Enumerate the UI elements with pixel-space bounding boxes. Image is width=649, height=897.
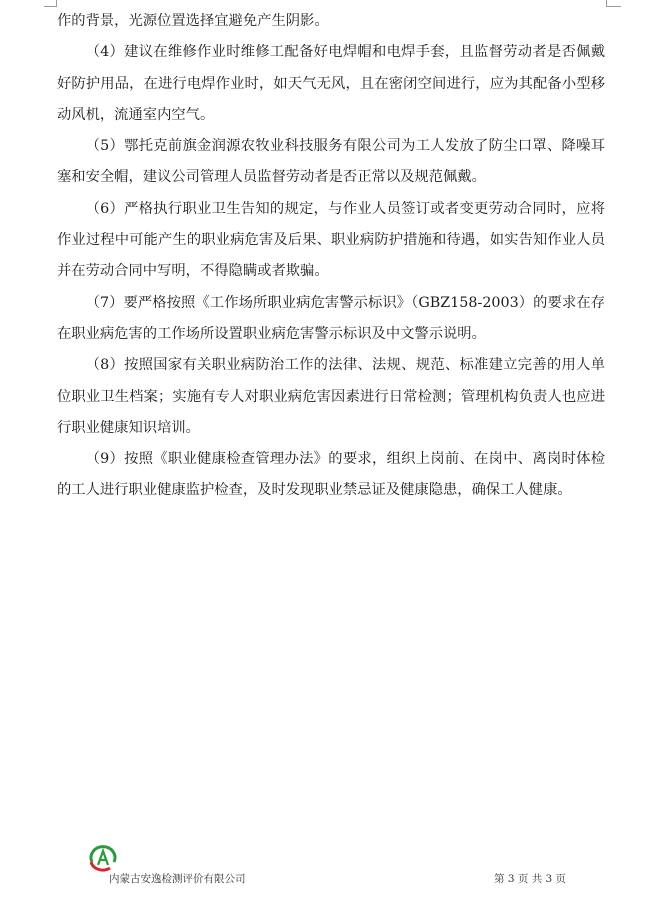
corner-crop-mark-right xyxy=(606,0,621,7)
paragraph-item-4: （4）建议在维修作业时维修工配备好电焊帽和电焊手套，且监督劳动者是否佩戴好防护用品，在进行电焊作业时，如天气无风，且在密闭空间进行，应为其配备小型移动风机，流通室内空气。 xyxy=(57,44,605,123)
paragraph-item-6: （6）严格执行职业卫生告知的规定，与作业人员签订或者变更劳动合同时，应将作业过程中可能产生的职业病危害及后果、职业病防护措施和待遇，如实告知作业人员并在劳动合同中写明，不得隐瞒或者欺骗。 xyxy=(57,200,605,280)
paragraph-item-9: （9）按照《职业健康检查管理办法》的要求，组织上岗前、在岗中、离岗时体检的工人进行职业健康监护检查，及时发现职业禁忌证及健康隐患，确保工人健康。 xyxy=(57,451,605,499)
document-body xyxy=(57,6,605,507)
paragraph-item-8: （8）按照国家有关职业病防治工作的法律、法规、规范、标准建立完善的用人单位职业卫生档案；实施有专人对职业病危害因素进行日常检测；管理机构负责人也应进行职业健康知识培训。 xyxy=(57,357,605,436)
footer-page-number: 第 3 页 共 3 页 xyxy=(494,873,567,885)
paragraph-item-5: （5）鄂托克前旗金润源农牧业科技服务有限公司为工人发放了防尘口罩、降噪耳塞和安全帽，建议公司管理人员监督劳动者是否正常以及规范佩戴。 xyxy=(57,138,605,186)
company-logo-icon xyxy=(86,842,120,872)
footer-company-name: 内蒙古安逸检测评价有限公司 xyxy=(109,873,246,885)
page-footer xyxy=(0,840,649,890)
paragraph-item-7: （7）要严格按照《工作场所职业病危害警示标识》（GBZ158-2003）的要求在存在职业病危害的工作场所设置职业病危害警示标识及中文警示说明。 xyxy=(57,294,605,342)
paragraph-continuation: 作的背景，光源位置选择宜避免产生阴影。 xyxy=(57,13,329,29)
corner-crop-mark-left xyxy=(44,0,57,7)
